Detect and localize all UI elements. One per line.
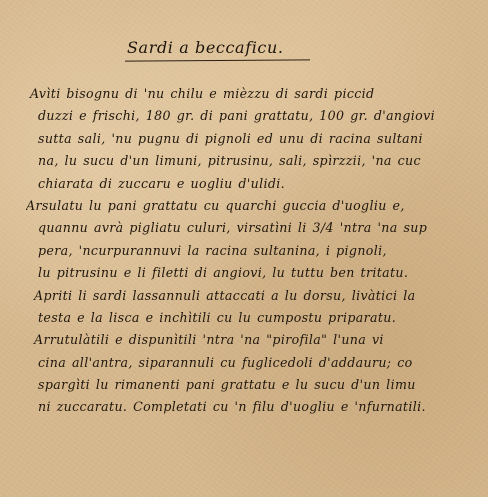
recipe-line: Arrutulàtili e dispunìtili 'ntra 'na "pirofila" l'una vi xyxy=(34,332,384,348)
recipe-line: Avìti bisognu di 'nu chilu e mièzzu di sardi piccid xyxy=(30,86,375,101)
recipe-line: pera, 'ncurpurannuvi la racina sultanina, i pignoli, xyxy=(38,242,387,258)
recipe-line: Apriti li sardi lassannuli attaccati a lu dorsu, livàtici la xyxy=(34,287,416,303)
recipe-line: sutta sali, 'nu pugnu di pignoli ed unu di racina sultani xyxy=(38,130,423,146)
recipe-line: Arsulatu lu pani grattatu cu quarchi guccia d'uogliu e, xyxy=(26,197,405,213)
recipe-title: Sardi a beccaficu. xyxy=(127,38,284,57)
recipe-line: lu pitrusinu e li filetti di angiovi, lu tuttu ben tritatu. xyxy=(38,265,409,281)
recipe-line: spargìti lu rimanenti pani grattatu e lu sucu d'un limu xyxy=(38,377,416,393)
recipe-line: cina all'antra, siparannuli cu fuglicedoli d'addauru; co xyxy=(38,354,413,370)
recipe-line: duzzi e frischi, 180 gr. di pani grattatu, 100 gr. d'angiovi xyxy=(38,108,435,124)
title-underline xyxy=(125,59,310,61)
recipe-body xyxy=(26,83,472,419)
recipe-line: quannu avrà pigliatu culuri, virsatìni li 3/4 'ntra 'na sup xyxy=(38,220,428,236)
recipe-line: ni zuccaratu. Completati cu 'n filu d'uogliu e 'nfurnatili. xyxy=(38,399,426,415)
recipe-line: na, lu sucu d'un limuni, pitrusinu, sali, spìrzzii, 'na cuc xyxy=(38,153,421,169)
recipe-line: testa e la lisca e inchìtili cu lu cumpostu priparatu. xyxy=(38,309,397,325)
recipe-line: chiarata di zuccaru e uogliu d'ulidi. xyxy=(38,175,286,191)
